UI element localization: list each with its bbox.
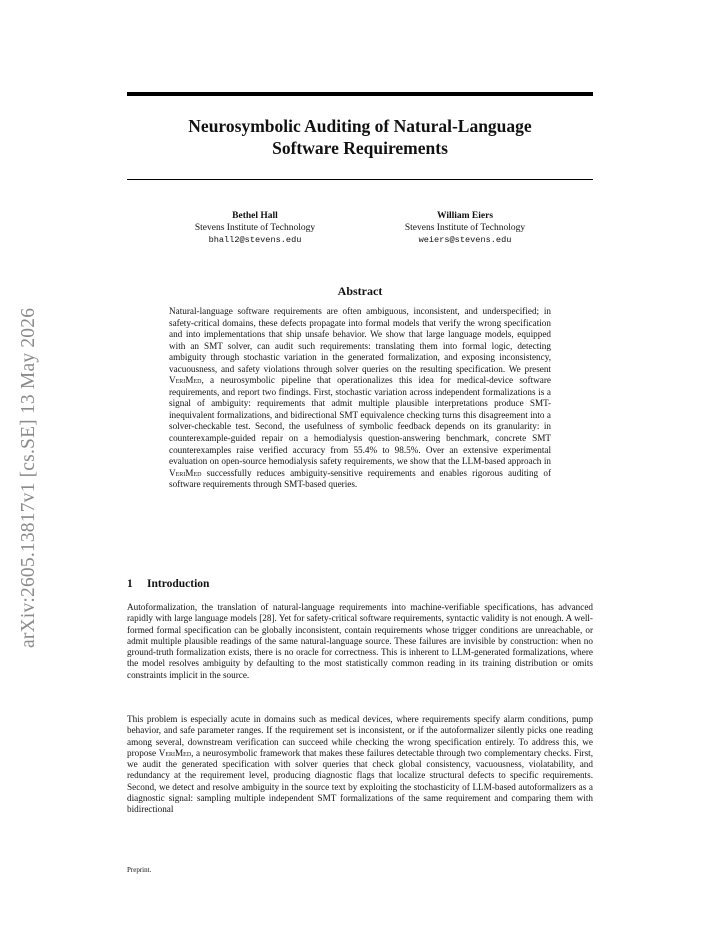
abstract-text <box>169 306 551 491</box>
tool-name: VeriMed <box>158 747 192 758</box>
tool-name: VeriMed <box>169 467 202 478</box>
author-name: William Eiers <box>436 211 494 221</box>
title-bottom-rule <box>127 179 593 180</box>
arxiv-stamp: arXiv:2605.13817v1 [cs.SE] 13 May 2026 <box>18 307 39 648</box>
tool-name: VeriMed <box>169 375 202 386</box>
abstract-heading: Abstract <box>337 284 383 298</box>
title-line-2: Software Requirements <box>272 138 448 158</box>
abstract-part-2: , a neurosymbolic pipeline that operationalizes this idea for medical-device software requirements, and report two findings. First, stochastic variation across independent formalizations is a signal of ambiguity: requirements that admit multiple plausible interpretations produce SMT-inequivalent formalizations, and bidirectional SMT equivalence checking turns this disagreement into a solver-checkable test. Second, the usefulness of symbolic feedback depends on its granularity: in counterexample-guided repair on a hemodialysis question-answering benchmark, concrete SMT counterexamples raise verified accuracy from 55.4% to 98.5%. Over an extensive experimental evaluation on open-source hemodialysis safety requirements, we show that the LLM-based approach in <box>169 375 551 467</box>
section-number: 1 <box>127 578 133 590</box>
author-affiliation: Stevens Institute of Technology <box>404 223 526 233</box>
intro-paragraph-2 <box>127 714 593 816</box>
author-email[interactable]: weiers@stevens.edu <box>418 235 512 245</box>
author-block-2 <box>355 210 575 246</box>
author-block-1 <box>145 210 365 246</box>
paragraph-2-part-2: , a neurosymbolic framework that makes these failures detectable through two complementary checks. First, we audit the generated specification with solver queries that check global consistency, vacuousness, violatability, and redundancy at the requirement level, producing diagnostic flags that localize structural defects to specific requirements. Second, we detect and resolve ambiguity in the source text by exploiting the stochasticity of LLM-based autoformalizers as a diagnostic signal: sampling multiple independent SMT formalizations of the same requirement and comparing them with bidirectional <box>127 747 593 815</box>
author-affiliation: Stevens Institute of Technology <box>194 223 316 233</box>
paragraph-2-part-1: This problem is especially acute in domains such as medical devices, where requirements specify alarm conditions, pump behavior, and safe parameter ranges. If the requirement set is inconsistent, or if the autoformalizer silently picks one reading among several, downstream verification can succeed while checking the wrong specification entirely. To address this, we propose <box>127 714 593 758</box>
section-title: Introduction <box>147 578 210 590</box>
abstract-part-1: Natural-language software requirements are often ambiguous, inconsistent, and underspecified; in safety-critical domains, these defects propagate into formal models that verify the wrong specification and into implementations that ship unsafe behavior. We show that large language models, equipped with an SMT solver, can audit such requirements: translating them into formal logic, detecting ambiguity through stochastic variation in the generated formalization, and exposing inconsistency, vacuousness, and safety violations through solver queries on the resulting specification. We present <box>169 306 551 374</box>
title-line-1: Neurosymbolic Auditing of Natural-Language <box>188 116 532 136</box>
preprint-footer: Preprint. <box>127 866 152 874</box>
section-heading <box>127 578 209 590</box>
paper-title <box>127 115 593 159</box>
abstract-part-3: successfully reduces ambiguity-sensitive requirements and enables rigorous auditing of software requirements through SMT-based queries. <box>169 467 551 490</box>
author-email[interactable]: bhall2@stevens.edu <box>208 235 302 245</box>
author-name: Bethel Hall <box>232 211 278 221</box>
intro-paragraph-1: Autoformalization, the translation of natural-language requirements into machine-verifiable specifications, has advanced rapidly with large language models [28]. Yet for safety-critical software requirements, syntactic validity is not enough. A well-formed formal specification can be globally inconsistent, contain requirements whose trigger conditions are unreachable, or admit multiple plausible readings of the same natural-language source. These failures are invisible by construction: when no ground-truth formalization exists, there is no oracle for correctness. This is inherent to LLM-generated formalizations, where the model resolves ambiguity by defaulting to the most statistically common reading in its training distribution or omits constraints implicit in the source. <box>127 602 593 680</box>
title-top-rule <box>127 92 593 96</box>
